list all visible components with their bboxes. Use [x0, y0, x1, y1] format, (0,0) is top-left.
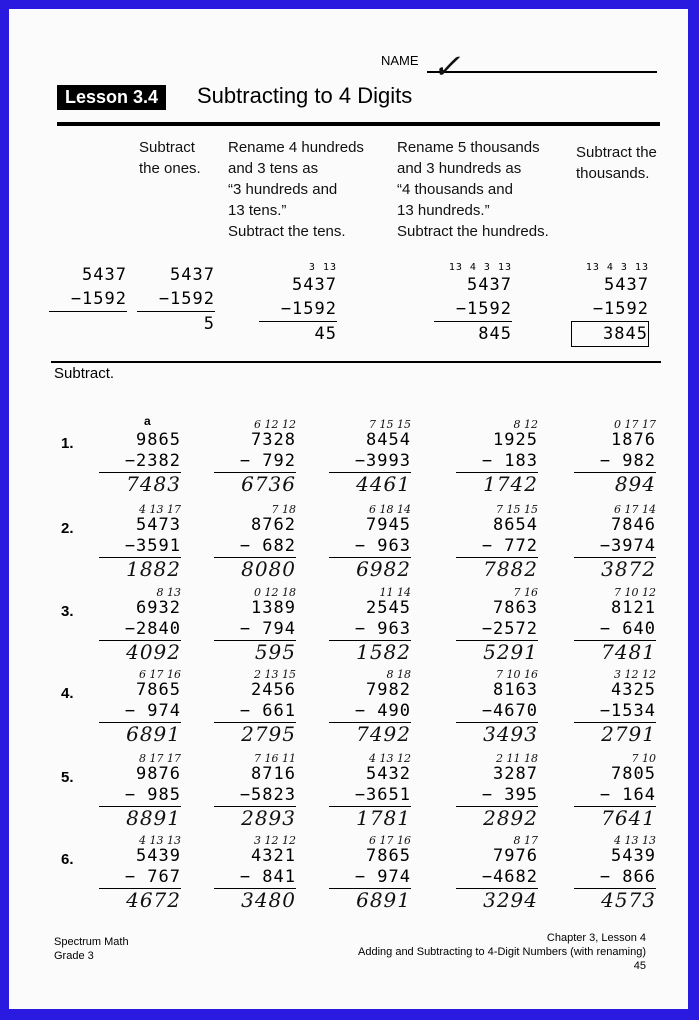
demo-problem-2: 5437 −1592 5 — [137, 263, 215, 336]
minuend: 7805 — [611, 764, 656, 784]
answer-field[interactable]: 7882 — [483, 557, 538, 581]
answer-field[interactable]: 7481 — [601, 640, 656, 664]
answer-field[interactable]: 8891 — [126, 806, 181, 830]
minuend: 7846 — [611, 515, 656, 535]
minuend: 7865 — [366, 846, 411, 866]
answer-field[interactable]: 4461 — [356, 472, 411, 496]
minuend: 5439 — [136, 846, 181, 866]
minuend: 6932 — [136, 598, 181, 618]
subtrahend: −5823 — [214, 785, 296, 807]
answer-field[interactable]: 2892 — [483, 806, 538, 830]
renaming-scribble: 6 17 14 — [614, 503, 656, 516]
demo-problem-1: 5437 −1592 — [49, 263, 127, 312]
demo-problem-3: 3 13 5437 −1592 45 — [259, 263, 337, 346]
row-label: 5. — [61, 769, 74, 786]
answer-field[interactable]: 2791 — [601, 722, 656, 746]
step1-instructions: Subtract the ones. — [139, 139, 201, 177]
answer-field[interactable]: 6891 — [126, 722, 181, 746]
subtrahend: −2572 — [456, 619, 538, 641]
answer-field[interactable]: 6891 — [356, 888, 411, 912]
minuend: 3287 — [493, 764, 538, 784]
renaming-scribble: 0 17 17 — [614, 418, 656, 431]
subtraction-problem — [574, 835, 656, 911]
subtrahend: − 490 — [329, 701, 411, 723]
answer-field[interactable]: 3493 — [483, 722, 538, 746]
renaming-scribble: 4 13 12 — [369, 752, 411, 765]
footer-left: Spectrum Math Grade 3 — [54, 936, 129, 962]
renaming-scribble: 6 17 16 — [369, 834, 411, 847]
subtraction-problem — [574, 504, 656, 580]
minuend: 8121 — [611, 598, 656, 618]
answer-field[interactable]: 894 — [614, 472, 656, 496]
minuend: 2545 — [366, 598, 411, 618]
subtraction-problem — [574, 753, 656, 829]
subtraction-problem — [574, 669, 656, 745]
renaming-scribble — [99, 419, 181, 430]
subtraction-problem — [99, 419, 181, 495]
lesson-title: Subtracting to 4 Digits — [197, 83, 413, 108]
row-label: 3. — [61, 603, 74, 620]
title-rule — [57, 122, 660, 126]
footer-right: Chapter 3, Lesson 4 Adding and Subtracting to 4-Digit Numbers (with renaming) 45 — [358, 932, 646, 972]
step3-instructions: Rename 5 thousands and 3 hundreds as “4 thousands and 13 hundreds.” Subtract the hundreds. — [397, 139, 549, 240]
minuend: 4325 — [611, 680, 656, 700]
minuend: 9865 — [136, 430, 181, 450]
subtraction-problem — [456, 669, 538, 745]
answer-field[interactable]: 1582 — [356, 640, 411, 664]
minuend: 1925 — [493, 430, 538, 450]
row-label: 6. — [61, 851, 74, 868]
answer-field[interactable]: 1742 — [483, 472, 538, 496]
subtrahend: −3974 — [574, 536, 656, 558]
name-line — [427, 71, 657, 73]
renaming-scribble: 2 13 15 — [254, 668, 296, 681]
subtrahend: − 974 — [329, 867, 411, 889]
subtrahend: −4682 — [456, 867, 538, 889]
renaming-scribble: 7 10 16 — [496, 668, 538, 681]
answer-field[interactable]: 6982 — [356, 557, 411, 581]
subtraction-problem — [214, 419, 296, 495]
subtrahend: − 792 — [214, 451, 296, 473]
answer-field[interactable]: 3872 — [601, 557, 656, 581]
renaming-scribble: 8 13 — [156, 586, 181, 599]
subtraction-problem — [329, 669, 411, 745]
section-rule — [51, 361, 661, 363]
subtraction-problem — [456, 753, 538, 829]
answer-field[interactable]: 4672 — [126, 888, 181, 912]
minuend: 9876 — [136, 764, 181, 784]
answer-field[interactable]: 7641 — [601, 806, 656, 830]
renaming-scribble: 4 13 17 — [139, 503, 181, 516]
renaming-scribble: 2 11 18 — [496, 752, 538, 765]
step2-instructions: Rename 4 hundreds and 3 tens as “3 hundreds and 13 tens.” Subtract the tens. — [228, 139, 364, 240]
subtrahend: −4670 — [456, 701, 538, 723]
subtrahend: − 963 — [329, 619, 411, 641]
renaming-scribble: 6 17 16 — [139, 668, 181, 681]
answer-field[interactable]: 4573 — [601, 888, 656, 912]
subtraction-problem — [456, 587, 538, 663]
subtrahend: − 640 — [574, 619, 656, 641]
subtraction-problem — [456, 419, 538, 495]
subtraction-problem — [329, 587, 411, 663]
renaming-scribble: 8 18 — [386, 668, 411, 681]
subtraction-problem — [214, 753, 296, 829]
minuend: 8716 — [251, 764, 296, 784]
demo-problem-5: 13 4 3 13 5437 −1592 3845 — [571, 263, 649, 347]
subtrahend: − 982 — [574, 451, 656, 473]
renaming-scribble: 7 16 — [513, 586, 538, 599]
subtraction-problem — [99, 753, 181, 829]
subtrahend: − 841 — [214, 867, 296, 889]
demo-problem-4: 13 4 3 13 5437 −1592 845 — [434, 263, 512, 346]
renaming-scribble: 3 12 12 — [254, 834, 296, 847]
subtraction-problem — [329, 419, 411, 495]
subtraction-problem — [214, 587, 296, 663]
renaming-scribble: 6 12 12 — [254, 418, 296, 431]
renaming-scribble: 8 17 — [513, 834, 538, 847]
subtract-label: Subtract. — [54, 365, 115, 382]
minuend: 5473 — [136, 515, 181, 535]
answer-field[interactable]: 4092 — [126, 640, 181, 664]
minuend: 5439 — [611, 846, 656, 866]
answer-field[interactable]: 7483 — [126, 472, 181, 496]
subtraction-problem — [329, 753, 411, 829]
minuend: 8654 — [493, 515, 538, 535]
row-label: 4. — [61, 685, 74, 702]
subtrahend: −3651 — [329, 785, 411, 807]
subtraction-problem — [574, 587, 656, 663]
subtraction-problem — [574, 419, 656, 495]
minuend: 7328 — [251, 430, 296, 450]
answer-field[interactable]: 7492 — [356, 722, 411, 746]
renaming-scribble: 8 17 17 — [139, 752, 181, 765]
subtrahend: − 794 — [214, 619, 296, 641]
subtraction-problem — [99, 669, 181, 745]
subtrahend: − 164 — [574, 785, 656, 807]
subtrahend: −3993 — [329, 451, 411, 473]
answer-field[interactable]: 6736 — [241, 472, 296, 496]
subtrahend: − 963 — [329, 536, 411, 558]
renaming-scribble: 7 18 — [271, 503, 296, 516]
lesson-tag: Lesson 3.4 — [57, 85, 166, 110]
answer-field[interactable]: 3294 — [483, 888, 538, 912]
renaming-scribble: 7 15 15 — [496, 503, 538, 516]
subtraction-problem — [329, 835, 411, 911]
answer-field[interactable]: 1781 — [356, 806, 411, 830]
minuend: 7865 — [136, 680, 181, 700]
minuend: 8454 — [366, 430, 411, 450]
minuend: 8163 — [493, 680, 538, 700]
minuend: 1876 — [611, 430, 656, 450]
subtrahend: − 682 — [214, 536, 296, 558]
subtraction-problem — [329, 504, 411, 580]
subtraction-problem — [214, 669, 296, 745]
subtrahend: − 974 — [99, 701, 181, 723]
renaming-scribble: 7 16 11 — [254, 752, 296, 765]
subtrahend: − 767 — [99, 867, 181, 889]
row-label: 2. — [61, 520, 74, 537]
minuend: 2456 — [251, 680, 296, 700]
renaming-scribble: 7 15 15 — [369, 418, 411, 431]
answer-field[interactable]: 2795 — [241, 722, 296, 746]
subtrahend: − 661 — [214, 701, 296, 723]
subtraction-problem — [99, 587, 181, 663]
worksheet-page — [9, 9, 688, 1009]
minuend: 4321 — [251, 846, 296, 866]
subtraction-problem — [99, 835, 181, 911]
renaming-scribble: 7 10 12 — [614, 586, 656, 599]
subtraction-problem — [456, 504, 538, 580]
step4-instructions: Subtract the thousands. — [576, 144, 657, 182]
subtrahend: −2382 — [99, 451, 181, 473]
minuend: 8762 — [251, 515, 296, 535]
renaming-scribble: 4 13 13 — [614, 834, 656, 847]
answer-field[interactable]: 5291 — [483, 640, 538, 664]
column-label-a: a — [144, 414, 151, 428]
renaming-scribble: 6 18 14 — [369, 503, 411, 516]
check-mark: ✓ — [432, 47, 461, 87]
minuend: 5432 — [366, 764, 411, 784]
renaming-scribble: 4 13 13 — [139, 834, 181, 847]
subtrahend: − 395 — [456, 785, 538, 807]
subtrahend: − 183 — [456, 451, 538, 473]
subtraction-problem — [99, 504, 181, 580]
subtrahend: − 772 — [456, 536, 538, 558]
renaming-scribble: 7 10 — [631, 752, 656, 765]
name-label: NAME — [381, 53, 419, 68]
minuend: 7945 — [366, 515, 411, 535]
answer-field[interactable]: 8080 — [241, 557, 296, 581]
subtraction-problem — [456, 835, 538, 911]
renaming-scribble: 0 12 18 — [254, 586, 296, 599]
renaming-scribble: 11 14 — [379, 586, 411, 599]
minuend: 7863 — [493, 598, 538, 618]
renaming-scribble: 8 12 — [513, 418, 538, 431]
subtraction-problem — [214, 835, 296, 911]
minuend: 7982 — [366, 680, 411, 700]
answer-field[interactable]: 1882 — [126, 557, 181, 581]
subtrahend: −2840 — [99, 619, 181, 641]
row-label: 1. — [61, 435, 74, 452]
minuend: 7976 — [493, 846, 538, 866]
answer-field[interactable]: 2893 — [241, 806, 296, 830]
subtrahend: − 985 — [99, 785, 181, 807]
renaming-scribble: 3 12 12 — [614, 668, 656, 681]
subtrahend: −3591 — [99, 536, 181, 558]
minuend: 1389 — [251, 598, 296, 618]
answer-field[interactable]: 595 — [254, 640, 296, 664]
subtrahend: −1534 — [574, 701, 656, 723]
subtraction-problem — [214, 504, 296, 580]
subtrahend: − 866 — [574, 867, 656, 889]
answer-field[interactable]: 3480 — [241, 888, 296, 912]
